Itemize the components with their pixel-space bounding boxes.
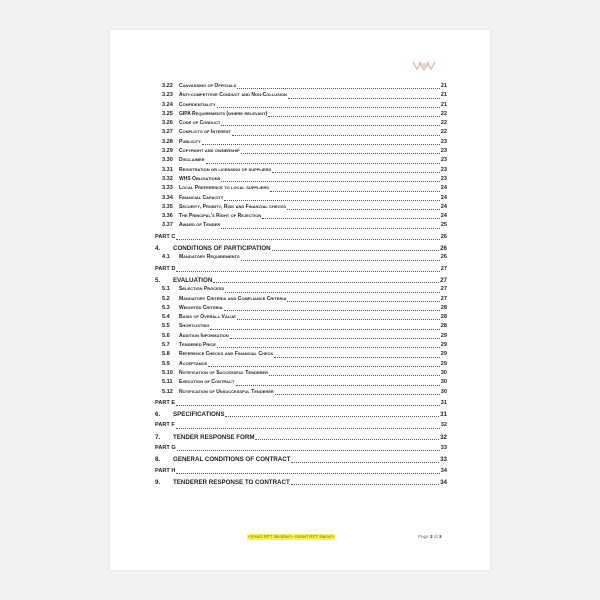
toc-entry-title: SPECIFICATIONS <box>173 411 225 419</box>
toc-entry-title: Notification of Successful Tenderer <box>179 369 268 376</box>
dot-leader <box>208 366 440 367</box>
toc-entry[interactable] <box>155 322 447 331</box>
toc-entry-title: Copyright and ownership <box>179 148 240 155</box>
toc-entry[interactable] <box>155 244 447 253</box>
toc-entry-title: Financial Capacity <box>179 194 224 201</box>
toc-entry[interactable] <box>155 478 447 487</box>
toc-entry-number: 6. <box>155 411 161 419</box>
toc-entry-title: Publicity <box>179 138 201 145</box>
toc-entry-title: Anti-competitive Conduct and Non-Collusion <box>179 92 287 99</box>
dot-leader <box>221 125 439 126</box>
toc-entry[interactable] <box>155 369 447 378</box>
toc-entry-number: 5.1 <box>162 286 170 293</box>
toc-entry-page: 30 <box>440 379 447 386</box>
dot-leader <box>176 428 440 429</box>
toc-entry-number: 3.25 <box>162 110 173 117</box>
dot-leader <box>213 282 439 283</box>
toc-entry-number: 3.22 <box>162 83 173 89</box>
toc-entry[interactable] <box>155 110 447 119</box>
toc-entry[interactable] <box>155 467 447 476</box>
dot-leader <box>287 301 439 302</box>
toc-entry[interactable] <box>155 253 447 262</box>
toc-entry-page: 23 <box>440 166 447 173</box>
toc-entry-title: Weighted Criteria <box>179 304 223 311</box>
toc-entry-title: Execution of Contract <box>179 379 235 386</box>
toc-entry-page: 29 <box>440 332 447 339</box>
toc-entry[interactable] <box>155 265 447 274</box>
toc-entry[interactable] <box>155 444 447 453</box>
toc-entry[interactable] <box>155 410 447 419</box>
toc-entry-title: PART H <box>155 467 176 474</box>
toc-entry-page: 29 <box>440 360 447 367</box>
toc-entry-number: 5.6 <box>162 332 170 339</box>
toc-entry-number: 3.36 <box>162 213 173 220</box>
toc-entry-page: 26 <box>440 233 447 240</box>
dot-leader <box>291 484 439 485</box>
toc-entry[interactable] <box>155 341 447 350</box>
toc-entry-page: 26 <box>440 254 447 261</box>
toc-entry-page: 23 <box>440 175 447 182</box>
toc-entry-page: 21 <box>440 83 447 89</box>
dot-leader <box>236 385 440 386</box>
toc-entry-number: 5.2 <box>162 295 170 302</box>
toc-entry-title: Mandatory Requirements <box>179 254 240 261</box>
toc-entry-title: PART G <box>155 444 176 451</box>
toc-entry-page: 24 <box>440 213 447 220</box>
toc-entry-title: GENERAL CONDITIONS OF CONTRACT <box>173 456 291 464</box>
toc-entry[interactable] <box>155 276 447 285</box>
toc-entry-title: CONDITIONS OF PARTICIPATION <box>173 245 271 253</box>
dot-leader <box>288 98 440 99</box>
toc-entry-title: Tendered Price <box>179 342 216 349</box>
toc-entry-number: 7. <box>155 433 161 441</box>
toc-entry[interactable] <box>155 399 447 408</box>
dot-leader <box>268 116 440 117</box>
toc-entry-title: PART E <box>155 399 176 406</box>
toc-entry-page: 24 <box>440 185 447 192</box>
toc-entry[interactable] <box>155 285 447 294</box>
toc-entry-number: 3.26 <box>162 120 173 127</box>
toc-entry-number: 3.27 <box>162 129 173 136</box>
toc-entry[interactable] <box>155 101 447 110</box>
toc-entry[interactable] <box>155 156 447 165</box>
toc-entry-page: 26 <box>440 245 447 253</box>
toc-entry-page: 25 <box>440 222 447 229</box>
toc-entry-page: 23 <box>440 157 447 164</box>
toc-entry-page: 28 <box>440 314 447 321</box>
toc-entry-title: Reference Checks and Financial Check <box>179 351 274 358</box>
toc-entry[interactable] <box>155 421 447 430</box>
dot-leader <box>272 250 439 251</box>
toc-entry[interactable] <box>155 175 447 184</box>
toc-entry-title: Mandatory Criteria and Compliance Criteria <box>179 295 287 302</box>
toc-entry-title: PART D <box>155 265 176 272</box>
toc-entry-page: 29 <box>440 342 447 349</box>
dot-leader <box>221 181 439 182</box>
toc-entry[interactable] <box>155 304 447 313</box>
toc-entry-title: Security, Probity, Risk and Financial checks <box>179 203 287 210</box>
toc-entry-page: 28 <box>440 304 447 311</box>
toc-entry[interactable] <box>155 138 447 147</box>
toc-entry[interactable] <box>155 313 447 322</box>
toc-entry[interactable] <box>155 433 447 442</box>
toc-entry-number: 3.33 <box>162 185 173 192</box>
toc-entry-number: 3.34 <box>162 194 173 201</box>
toc-entry-page: 21 <box>440 101 447 108</box>
toc-entry-number: 3.30 <box>162 157 173 164</box>
toc-entry-number: 5.4 <box>162 314 170 321</box>
toc-entry-title: Registration or licensing of suppliers <box>179 166 272 173</box>
dot-leader <box>221 228 440 229</box>
dot-leader <box>225 416 439 417</box>
toc-entry-number: 4.1 <box>162 254 170 261</box>
toc-entry[interactable] <box>155 119 447 128</box>
toc-entry-title: Basis of Overall Value <box>179 314 236 321</box>
toc-entry-page: 33 <box>440 444 447 451</box>
toc-entry[interactable] <box>155 194 447 203</box>
toc-entry-page: 27 <box>440 276 447 284</box>
toc-entry-page: 27 <box>440 295 447 302</box>
dot-leader <box>237 88 439 89</box>
dot-leader <box>237 319 440 320</box>
toc-entry-number: 3.23 <box>162 92 173 99</box>
table-of-contents <box>155 82 447 487</box>
toc-entry-page: 23 <box>440 138 447 145</box>
toc-entry-title: Acceptance <box>179 360 208 367</box>
toc-entry-number: 5.8 <box>162 351 170 358</box>
toc-entry-title: Selection Process <box>179 286 225 293</box>
toc-entry-page: 22 <box>440 129 447 136</box>
toc-entry-number: 5.11 <box>162 379 173 386</box>
toc-entry-page: 24 <box>440 194 447 201</box>
toc-entry-number: 8. <box>155 456 161 464</box>
toc-entry-page: 31 <box>440 411 447 419</box>
toc-entry-title: TENDER RESPONSE FORM <box>173 433 255 441</box>
dot-leader <box>272 172 440 173</box>
toc-entry-number: 3.35 <box>162 203 173 210</box>
toc-entry-page: 27 <box>440 265 447 272</box>
toc-entry-page: 29 <box>440 351 447 358</box>
toc-entry[interactable] <box>155 350 447 359</box>
dot-leader <box>262 218 439 219</box>
toc-entry-title: WHS Obligations <box>179 175 221 182</box>
toc-entry-title: Disclaimer <box>179 157 205 164</box>
toc-entry[interactable] <box>155 184 447 193</box>
toc-entry[interactable] <box>155 212 447 221</box>
dot-leader <box>217 107 440 108</box>
dot-leader <box>255 439 439 440</box>
toc-entry-title: Code of Conduct <box>179 120 221 127</box>
toc-entry[interactable] <box>155 221 447 230</box>
toc-entry-number: 4. <box>155 245 161 253</box>
toc-entry-number: 3.24 <box>162 101 173 108</box>
toc-entry[interactable] <box>155 360 447 369</box>
toc-entry-number: 5. <box>155 276 161 284</box>
toc-entry[interactable] <box>155 203 447 212</box>
toc-entry-number: 5.3 <box>162 304 170 311</box>
toc-entry-title: Addition Information <box>179 332 229 339</box>
toc-entry[interactable] <box>155 295 447 304</box>
toc-entry-title: Award of Tender <box>179 222 221 229</box>
toc-entry[interactable] <box>155 166 447 175</box>
toc-entry-page: 23 <box>440 148 447 155</box>
toc-entry[interactable] <box>155 82 447 91</box>
toc-entry-title: The Principal's Right of Rejection <box>179 213 262 220</box>
dot-leader <box>241 260 440 261</box>
dot-leader <box>291 462 439 463</box>
toc-entry-title: Notification of Unsuccessful Tenderer <box>179 388 274 395</box>
dot-leader <box>176 239 439 240</box>
toc-entry[interactable] <box>155 233 447 242</box>
dot-leader <box>224 310 440 311</box>
toc-entry-page: 33 <box>440 456 447 464</box>
toc-entry[interactable] <box>155 388 447 397</box>
toc-entry-page: 31 <box>440 399 447 406</box>
toc-entry[interactable] <box>155 455 447 464</box>
toc-entry-page: 27 <box>440 286 447 293</box>
toc-entry-number: 3.32 <box>162 175 173 182</box>
toc-entry-title: PART F <box>155 422 175 429</box>
dot-leader <box>217 347 440 348</box>
dot-leader <box>241 153 440 154</box>
toc-entry[interactable] <box>155 91 447 100</box>
toc-entry-page: 24 <box>440 203 447 210</box>
toc-entry-title: Shortlisting <box>179 323 210 330</box>
dot-leader <box>210 329 439 330</box>
toc-entry-page: 30 <box>440 369 447 376</box>
dot-leader <box>176 271 439 272</box>
dot-leader <box>232 135 440 136</box>
toc-entry-page: 34 <box>440 478 447 486</box>
toc-entry[interactable] <box>155 128 447 137</box>
dot-leader <box>269 375 440 376</box>
toc-entry-number: 3.31 <box>162 166 173 173</box>
toc-entry-title: Canvassing of Officials <box>179 83 237 89</box>
toc-entry-title: TENDERER RESPONSE TO CONTRACT <box>173 478 290 486</box>
dot-leader <box>224 200 439 201</box>
toc-entry-page: 28 <box>440 323 447 330</box>
dot-leader <box>225 292 440 293</box>
rft-placeholder-tag: <Insert RFT Number> <Insert RFT Name> <box>248 534 335 539</box>
toc-entry-number: 3.29 <box>162 148 173 155</box>
dot-leader <box>287 209 440 210</box>
toc-entry-title: PART C <box>155 233 176 240</box>
toc-entry-number: 5.7 <box>162 342 170 349</box>
toc-entry-number: 3.37 <box>162 222 173 229</box>
toc-entry-number: 5.10 <box>162 369 173 376</box>
toc-entry-page: 34 <box>440 467 447 474</box>
dot-leader <box>202 144 440 145</box>
toc-entry-number: 9. <box>155 478 161 486</box>
toc-entry-page: 22 <box>440 110 447 117</box>
toc-entry-title: Confidentiality <box>179 101 216 108</box>
toc-entry-page: 32 <box>440 433 447 441</box>
toc-entry-number: 5.12 <box>162 388 173 395</box>
toc-entry-page: 21 <box>440 92 447 99</box>
dot-leader <box>177 450 440 451</box>
document-page <box>110 30 490 570</box>
dot-leader <box>176 405 440 406</box>
dot-leader <box>230 338 440 339</box>
dot-leader <box>270 191 440 192</box>
toc-entry-page: 30 <box>440 388 447 395</box>
dot-leader <box>274 357 439 358</box>
toc-entry-number: 5.9 <box>162 360 170 367</box>
toc-entry[interactable] <box>155 332 447 341</box>
toc-entry[interactable] <box>155 147 447 156</box>
organisation-logo-icon <box>412 60 436 72</box>
toc-entry[interactable] <box>155 378 447 387</box>
toc-entry-number: 5.5 <box>162 323 170 330</box>
dot-leader <box>206 163 440 164</box>
toc-entry-page: 22 <box>440 120 447 127</box>
dot-leader <box>275 394 440 395</box>
toc-entry-page: 32 <box>440 422 447 429</box>
dot-leader <box>176 473 439 474</box>
toc-entry-title: Conflicts of Interest <box>179 129 231 136</box>
toc-entry-title: Local Preference to local suppliers <box>179 185 269 192</box>
toc-entry-title: GIPA Requirements (where relevant) <box>179 110 268 117</box>
toc-entry-title: EVALUATION <box>173 276 213 284</box>
toc-entry-number: 3.28 <box>162 138 173 145</box>
page-number: Page 3 of 3 <box>418 534 442 539</box>
